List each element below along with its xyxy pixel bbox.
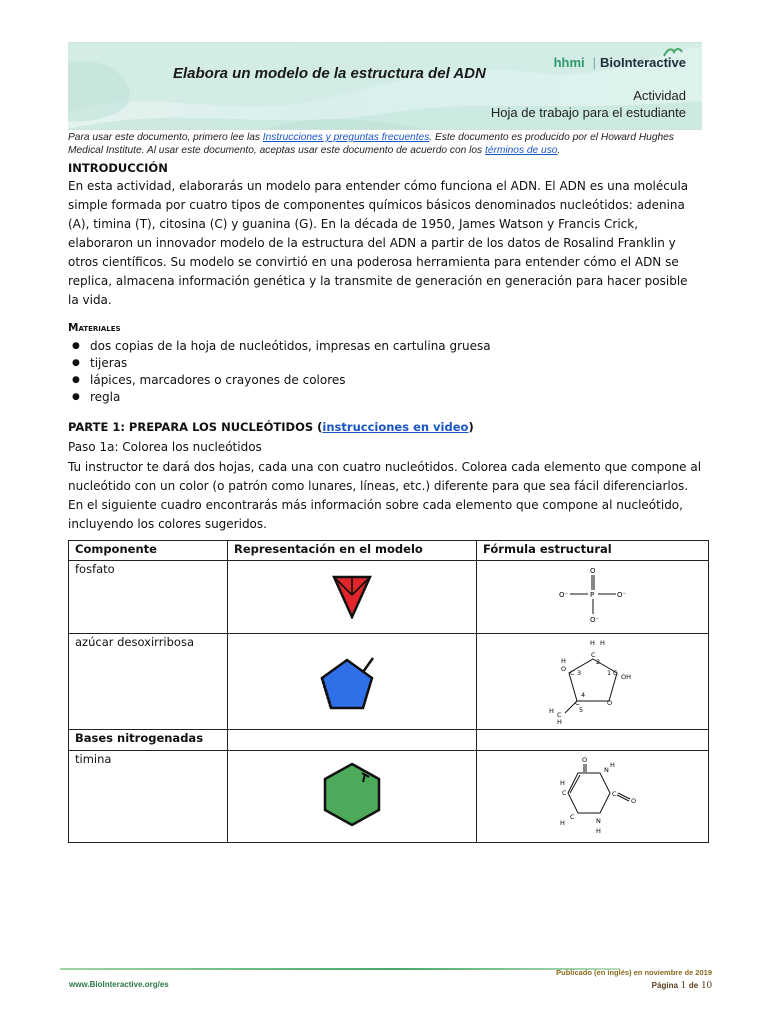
step-1a-heading: Paso 1a: Colorea los nucleótidos [68,440,262,454]
formula-label-n: N [603,766,609,774]
formula-label-h: H [559,819,565,827]
document-type [491,87,686,121]
component-thymine: timina [69,751,228,843]
formula-label-c: C [569,669,575,677]
formula-label-c: C [561,789,567,797]
intro-heading: INTRODUCCIÓN [68,161,168,175]
header-representation: Representación en el modelo [228,541,477,561]
red-triangle-icon [332,573,372,619]
components-table [68,540,709,843]
empty-cell [477,730,709,751]
formula-atom-o-bottom: O⁻ [589,615,599,624]
formula-label-2: 2 [595,658,600,666]
formula-label-4: 4 [580,691,585,699]
formula-label-h: H [556,718,562,725]
video-instructions-link[interactable]: instrucciones en video [322,420,469,434]
formula-label-o: O [581,756,587,764]
component-deoxyribose: azúcar desoxirribosa [69,634,228,730]
part1-heading-close: ) [468,420,474,434]
formula-atom-p: P [589,590,594,599]
formula-label-o: O [560,665,566,673]
table-row [69,751,709,843]
formula-label-o: O [606,699,612,707]
disclaimer-text-1: Para usar este documento, primero lee las [68,132,263,143]
formula-label-c: C [612,669,618,677]
footer-published-note: Publicado (en inglés) en noviembre de 2019 [556,968,712,977]
list-item: ● dos copias de la hoja de nucleótidos, impresas en cartulina gruesa [88,338,702,355]
formula-label-h: H [589,639,595,647]
list-item: ● lápices, marcadores o crayones de colores [88,372,702,389]
blue-pentagon-icon [317,642,387,718]
list-item: ● tijeras [88,355,702,372]
formula-label-n: N [595,817,601,825]
doc-type-worksheet: Hoja de trabajo para el estudiante [490,105,686,120]
component-phosphate: fosfato [69,561,228,634]
formula-label-c: C [556,711,562,719]
formula-label-h: H [560,657,566,665]
page-of: de [688,981,699,990]
header-banner [68,42,702,130]
empty-cell [228,730,477,751]
header-formula: Fórmula estructural [477,541,709,561]
formula-atom-o-right: O⁻ [616,590,626,599]
formula-label-5: 5 [578,706,583,714]
formula-label-h: H [559,779,565,787]
footer-page-number [652,979,712,991]
formula-label-3: 3 [576,669,581,677]
usage-disclaimer [68,132,702,157]
materials-list [68,338,702,406]
phosphate-formula-cell [477,561,709,634]
part1-heading-text: PARTE 1: PREPARA LOS NUCLEÓTIDOS ( [68,420,323,434]
green-hexagon-icon [317,760,387,830]
footer-website[interactable]: www.BioInteractive.org/es [69,980,169,989]
thymine-formula-cell [477,751,709,843]
document-page [68,42,702,843]
component-nitrogenous-bases: Bases nitrogenadas [69,730,228,751]
formula-label-h: H [548,707,554,715]
phosphate-model-cell [228,561,477,634]
table-header-row [69,541,709,561]
sugar-model-cell [228,634,477,730]
formula-label-h: H [595,827,601,835]
list-item: ● regla [88,389,702,406]
brand-hhmi: hhmi [553,55,585,70]
footer-divider [60,968,620,970]
deoxyribose-formula-diagram [541,635,645,725]
formula-label-c: C [569,813,575,821]
table-row [69,730,709,751]
formula-label-h: H [609,761,615,769]
document-title: Elabora un modelo de la estructura del ADN [173,65,486,82]
thymine-formula-diagram [538,753,648,837]
formula-label-c: C [574,699,580,707]
table-row [69,634,709,730]
brand-biointeractive: BioInteractive [600,55,686,70]
formula-label-o: O [630,797,636,805]
step-1a-paragraph: Tu instructor te dará dos hojas, cada una con cuatro nucleótidos. Colorea cada elemento que compone al nucleótido con un color (o patrón como lunares, líneas, etc.) diferente para que sea fácil diferenciarlos. En el siguiente cuadro encontrarás más información sobre cada elemento que compone al nucleótido, incluyendo los colores sugeridos. [68,460,702,531]
intro-paragraph: En esta actividad, elaborarás un modelo para entender cómo funciona el ADN. El ADN es una molécula simple formada por cuatro tipos de componentes químicos básicos denominados nucleótidos: adenina (A), timina (T), citosina (C) y guanina (G). En la década de 1950, James Watson y Francis Crick, elaboraron un innovador modelo de la estructura del ADN a partir de los datos de Rosalind Franklin y otros científicos. Su modelo se convirtió en una poderosa herramienta para entender cómo el ADN se replica, almacena información genética y la transmite de generación en generación para hacer posible la vida. [68,179,689,307]
terms-of-use-link[interactable]: términos de uso [484,144,558,156]
formula-label-c: C [590,651,596,659]
table-row [69,561,709,634]
disclaimer-text-2: . Este documento es producido por el Howard Hughes Medical Institute. Al usar este documento, aceptas usar este documento de acuerdo con los [68,132,674,156]
page-current: 1 [680,979,687,991]
formula-atom-o-top: O [589,566,596,575]
formula-label-h: H [599,639,605,647]
formula-atom-o-left: O⁻ [558,590,568,599]
brand-logo [554,55,686,70]
page-total: 10 [701,979,712,991]
phosphate-formula-diagram [558,565,628,627]
formula-label-c: C [611,790,617,798]
doc-type-activity: Actividad [633,88,686,103]
disclaimer-text-3: . [557,144,561,156]
thymine-model-cell [228,751,477,843]
part1-heading [68,420,702,434]
page-word: Página [651,981,678,990]
formula-label-1: 1 [606,669,611,677]
header-component: Componente [69,541,228,561]
materials-heading: Materiales [68,322,121,334]
formula-label-oh: OH [620,673,631,681]
brand-separator: | [592,55,597,70]
sugar-formula-cell [477,634,709,730]
instructions-faq-link[interactable]: Instrucciones y preguntas frecuentes [262,132,430,143]
